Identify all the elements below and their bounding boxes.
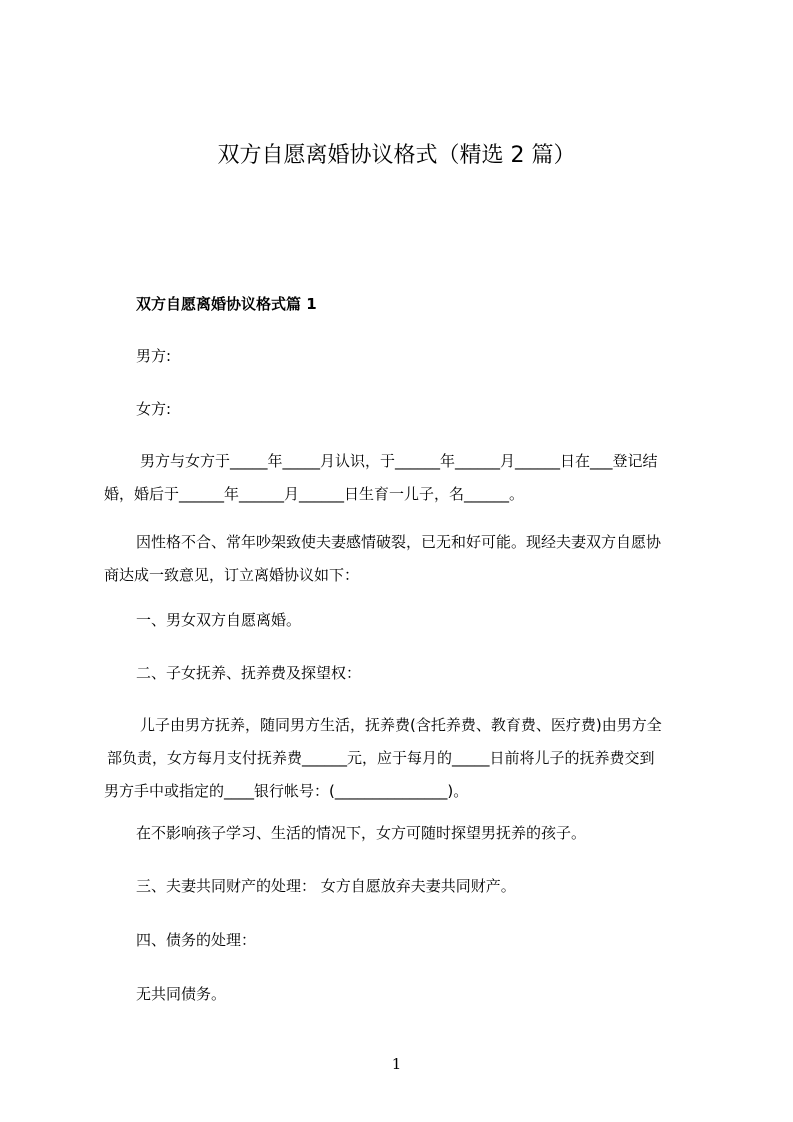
meeting-paragraph-line-1: 男方与女方于_____年_____月认识，于______年______月______日在___登记结 [140,452,658,470]
clause-3: 三、夫妻共同财产的处理： 女方自愿放弃夫妻共同财产。 [136,877,516,895]
reason-paragraph-line-1: 因性格不合、常年吵架致使夫妻感情破裂，已无和好可能。现经夫妻双方自愿协 [136,533,662,551]
meeting-paragraph-line-2: 婚，婚后于______年______月______日生育一儿子，名______。 [104,485,525,503]
reason-paragraph-line-2: 商达成一致意见，订立离婚协议如下： [104,566,360,584]
custody-paragraph-line-1: 儿子由男方抚养，随同男方生活，抚养费(含托养费、教育费、医疗费)由男方全 [140,716,662,734]
custody-paragraph-line-2: 部负责，女方每月支付抚养费______元，应于每月的_____日前将儿子的抚养费交到 [107,749,655,767]
custody-paragraph [104,709,704,808]
female-party-label: 女方: [136,400,172,418]
custody-paragraph-line-3: 男方手中或指定的____银行帐号：(_______________)。 [104,782,469,800]
male-party-label: 男方: [136,347,172,365]
clause-2-heading: 二、子女抚养、抚养费及探望权： [136,664,362,682]
no-joint-debt: 无共同债务。 [136,985,227,1003]
clause-1: 一、男女双方自愿离婚。 [136,611,302,629]
section-heading: 双方自愿离婚协议格式篇 1 [136,295,317,313]
visitation-right: 在不影响孩子学习、生活的情况下，女方可随时探望男抚养的孩子。 [136,824,587,842]
clause-4-heading: 四、债务的处理： [136,931,257,949]
meeting-paragraph [104,445,704,511]
reason-paragraph [104,526,704,592]
page-number: 1 [391,1055,402,1073]
document-title: 双方自愿离婚协议格式（精选 2 篇） [217,143,576,168]
